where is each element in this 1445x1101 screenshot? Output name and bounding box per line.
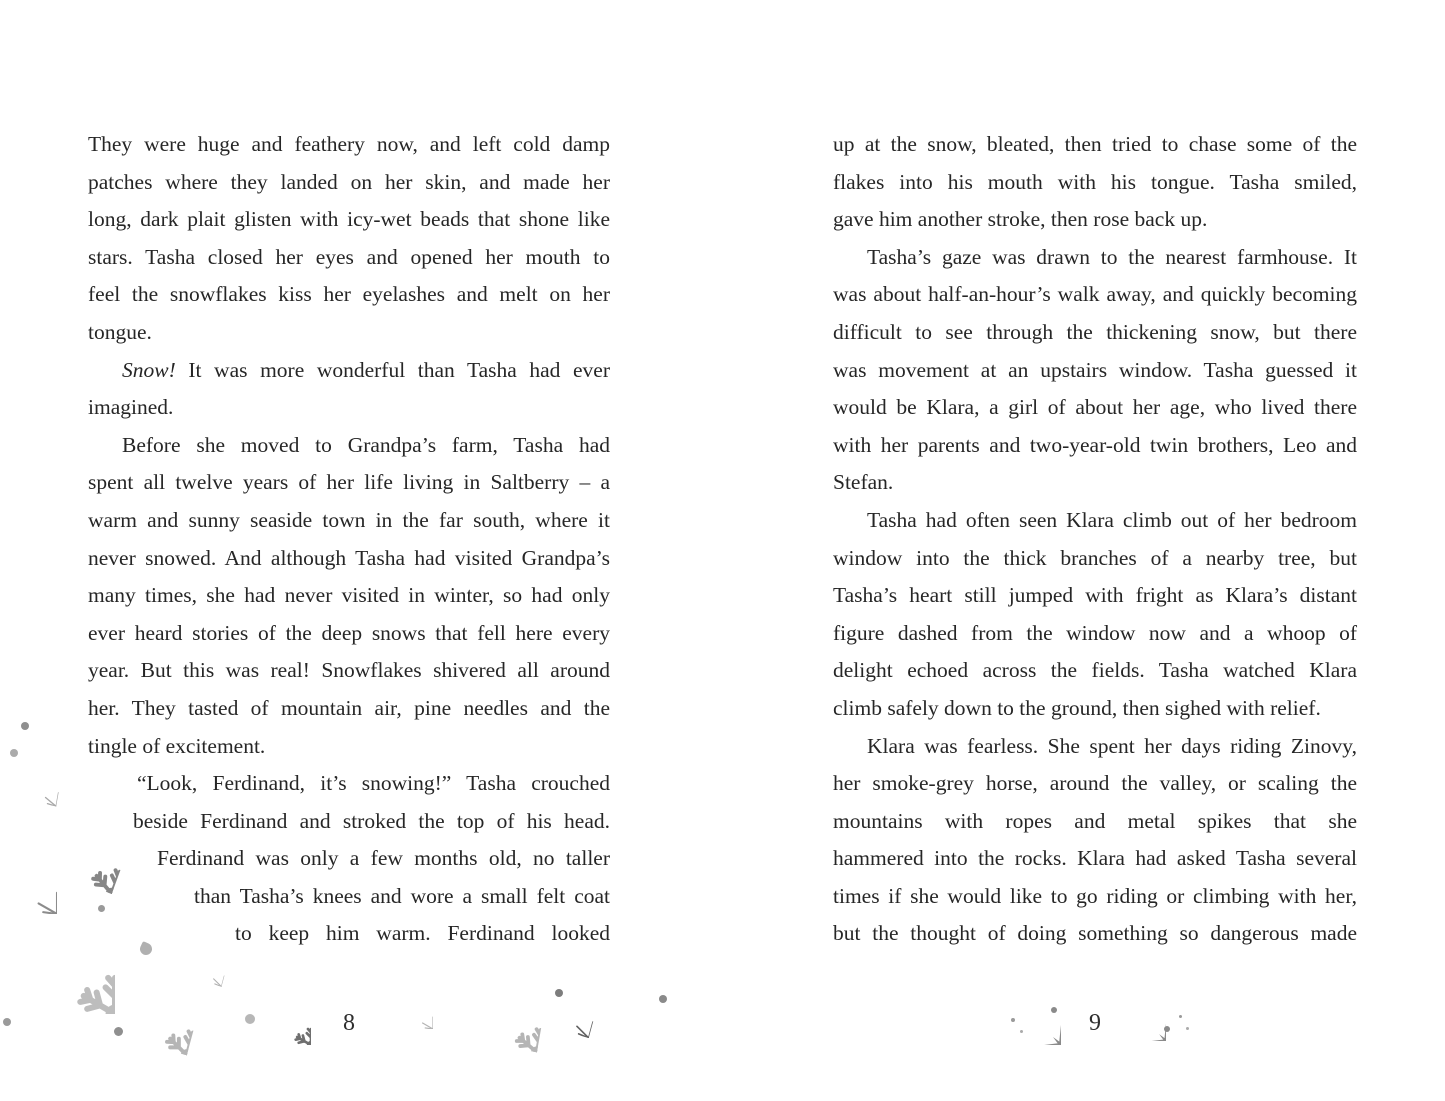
text-line: up at the snow, bleated, then tried to chase some of the xyxy=(833,132,1357,156)
text-line: beside Ferdinand and stroked the top of his head. xyxy=(133,808,610,833)
snow-dot xyxy=(10,749,18,757)
text-line: tongue. xyxy=(88,319,152,344)
text-line: patches where they landed on her skin, and made her xyxy=(88,169,610,194)
snow-dot xyxy=(555,989,563,997)
italic-word: Snow! xyxy=(122,357,176,382)
text-line: her. They tasted of mountain air, pine needles and the xyxy=(88,695,610,720)
text-line: window into the thick branches of a nearby tree, but xyxy=(833,545,1357,570)
text-line: ever heard stories of the deep snows that fell here every xyxy=(88,620,610,645)
text-line: never snowed. And although Tasha had visited Grandpa’s xyxy=(88,545,610,570)
text-line: mountains with ropes and metal spikes that she xyxy=(833,808,1357,833)
text-line: her smoke-grey horse, around the valley, or scaling the xyxy=(833,771,1357,796)
text-line: long, dark plait glisten with icy-wet beads that shone like xyxy=(88,207,610,232)
text-line: “Look, Ferdinand, it’s snowing!” Tasha crouched xyxy=(137,771,610,796)
text-line: gave him another stroke, then rose back up. xyxy=(833,207,1208,232)
text-line: climb safely down to the ground, then sighed with relief. xyxy=(833,695,1321,720)
text-line: hammered into the rocks. Klara had asked Tasha several xyxy=(833,846,1357,871)
text-line: Ferdinand was only a few months old, no taller xyxy=(157,846,610,871)
snow-dot xyxy=(659,995,667,1003)
text-line: difficult to see through the thickening snow, but there xyxy=(833,319,1357,344)
snow-dot xyxy=(3,1018,11,1026)
text-line: warm and sunny seaside town in the far south, where it xyxy=(88,507,610,532)
text-line: Stefan. xyxy=(833,470,894,495)
asterisk-snowflake-icon xyxy=(11,868,57,914)
text-line: They were huge and feathery now, and left cold damp xyxy=(88,132,610,156)
page-number-left: 8 xyxy=(343,1010,355,1036)
right-text-column xyxy=(833,126,1357,953)
text-line: times if she would like to go riding or climbing with her, xyxy=(833,883,1357,908)
left-text-column xyxy=(88,126,610,953)
text-line: Tasha had often seen Klara climb out of her bedroom xyxy=(867,507,1357,532)
text-line: would be Klara, a girl of about her age, who lived there xyxy=(833,395,1357,420)
text-line xyxy=(88,352,610,390)
text-line: Tasha’s heart still jumped with fright as Klara’s distant xyxy=(833,583,1357,608)
text-line: tingle of excitement. xyxy=(88,733,266,758)
text-line: Klara was fearless. She spent her days riding Zinovy, xyxy=(867,733,1357,758)
text-line: delight echoed across the fields. Tasha watched Klara xyxy=(833,658,1357,683)
asterisk-snowflake-icon xyxy=(27,772,62,807)
text-line: many times, she had never visited in winter, so had only xyxy=(88,583,610,608)
text-line: year. But this was real! Snowflakes shivered all around xyxy=(88,658,610,683)
line-text: It was more wonderful than Tasha had ever xyxy=(188,357,611,382)
text-line: Tasha’s gaze was drawn to the nearest farmhouse. It xyxy=(867,244,1357,269)
text-line: to keep him warm. Ferdinand looked xyxy=(235,921,610,946)
text-line: feel the snowflakes kiss her eyelashes and melt on her xyxy=(88,282,610,307)
text-line: was about half-an-hour’s walk away, and quickly becoming xyxy=(833,282,1357,307)
text-line: flakes into his mouth with his tongue. Tasha smiled, xyxy=(833,169,1357,194)
text-line: with her parents and two-year-old twin brothers, Leo and xyxy=(833,432,1357,457)
text-line: but the thought of doing something so dangerous made xyxy=(833,921,1357,946)
text-line: spent all twelve years of her life living in Saltberry – a xyxy=(88,470,610,495)
text-line: was movement at an upstairs window. Tasha guessed it xyxy=(833,357,1357,382)
snow-dot xyxy=(21,722,29,730)
text-line: stars. Tasha closed her eyes and opened her mouth to xyxy=(88,244,610,269)
text-line: than Tasha’s knees and wore a small felt coat xyxy=(194,883,610,908)
text-line: figure dashed from the window now and a whoop of xyxy=(833,620,1357,645)
page-number-right: 9 xyxy=(1089,1010,1101,1036)
text-line: Before she moved to Grandpa’s farm, Tasha had xyxy=(122,432,610,457)
asterisk-snowflake-icon xyxy=(198,957,227,986)
text-line: imagined. xyxy=(88,395,174,420)
